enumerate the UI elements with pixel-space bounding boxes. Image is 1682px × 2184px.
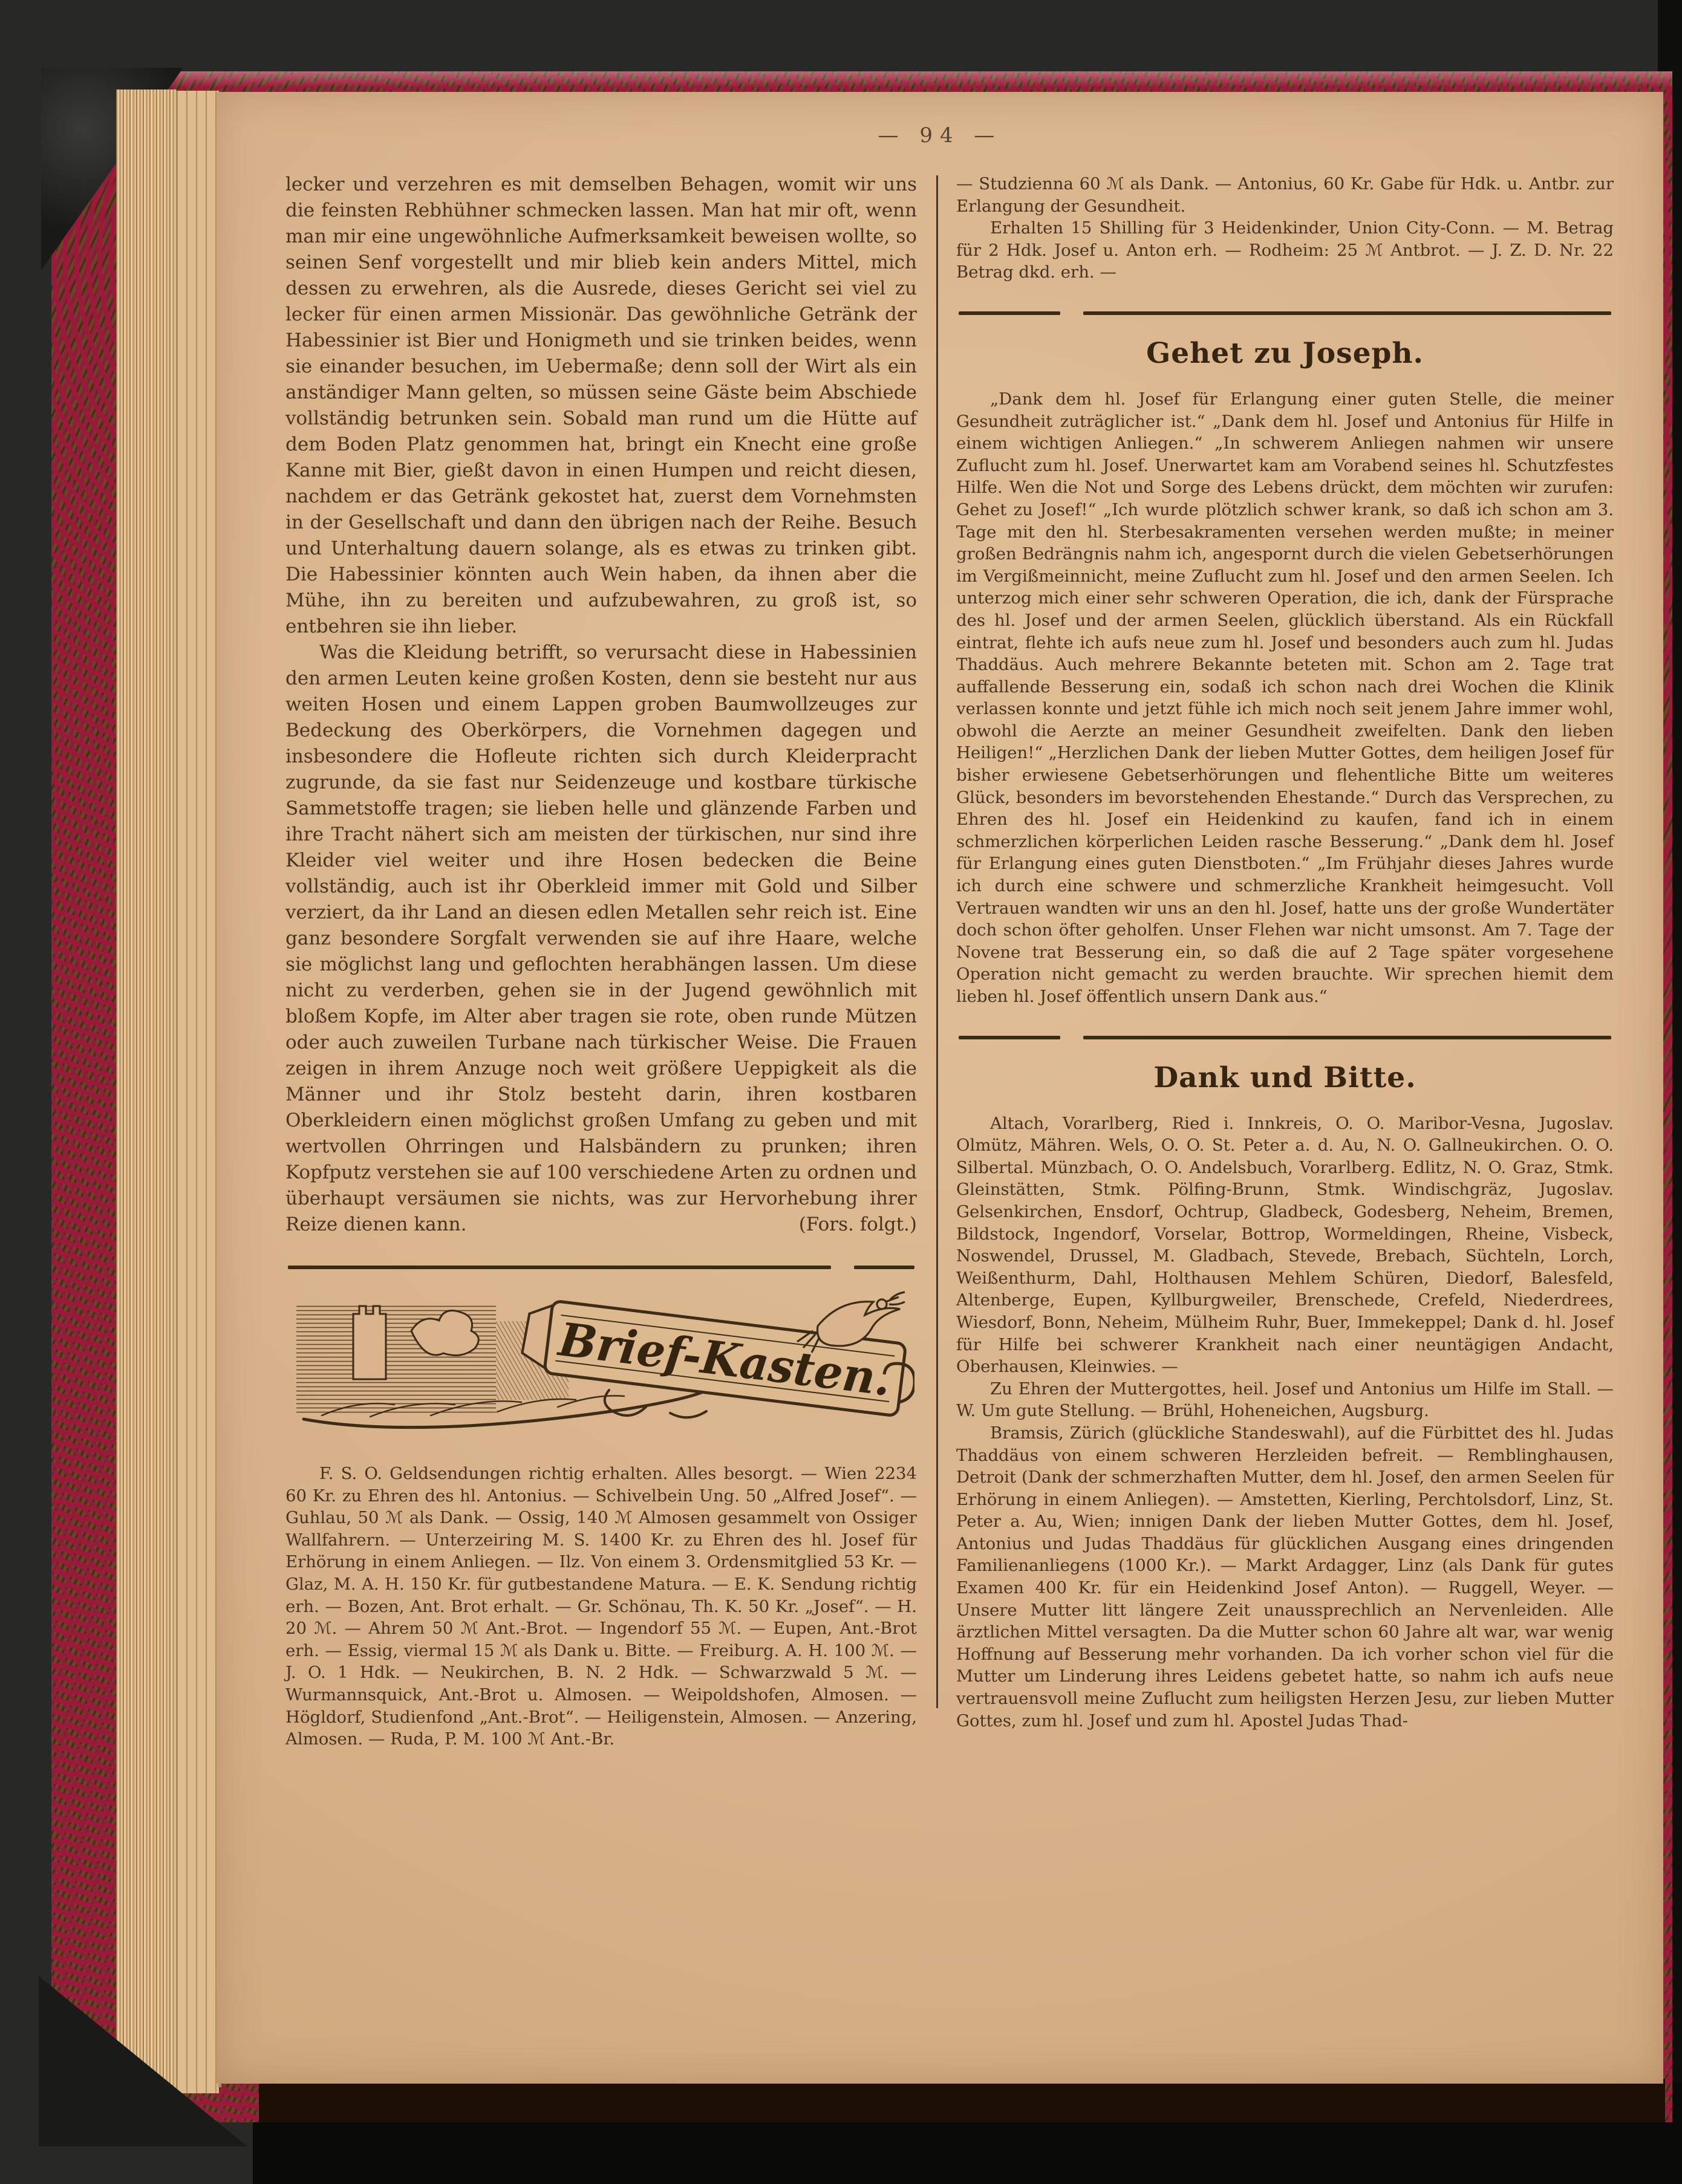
section-rule bbox=[959, 311, 1611, 315]
banner-title: Brief-Kasten. bbox=[556, 1312, 903, 1408]
page-number: — 94 — bbox=[878, 123, 1002, 148]
dank-und-bitte-paragraph-2: Zu Ehren der Muttergottes, heil. Josef und Antonius um Hilfe im Stall. — W. Um gute Stellung. — Brühl, Hoheneichen, Augsburg. bbox=[956, 1379, 1614, 1421]
gehet-zu-joseph-body: „Dank dem hl. Josef für Erlangung einer guten Stelle, die meiner Gesundheit zuträglicher ist.“ „Dank dem hl. Josef und Antonius für Hilfe in einem wichtigen Anliegen.“ „In schwerem Anliegen nahmen wir unsere Zuflucht zum hl. Josef. Unerwartet kam am Vorabend seines hl. Schutzfestes Hilfe. Wen die Not und Sorge des Lebens drückt, dem möchten wir zurufen: Gehet zu Josef!“ „Ich wurde plötzlich schwer krank, so daß ich schon am 3. Tage mit den hl. Sterbesakramenten versehen werden mußte; in meiner großen Bedrängnis nahm ich, angespornt durch die vielen Gebetserhörungen im Vergißmeinnicht, meine Zuflucht zum hl. Josef und den armen Seelen. Ich unterzog mich einer sehr schweren Operation, die ich, dank der Fürsprache des hl. Josef und der armen Seelen, glücklich überstand. Als ein Rückfall eintrat, flehte ich aufs neue zum hl. Josef und besonders auch zum hl. Judas Thaddäus. Auch mehrere Bekannte beteten mit. Schon am 2. Tage trat auffallende Besserung ein, sodaß ich schon nach drei Wochen die Klinik verlassen konnte und jetzt fühle ich mich noch seit jenem Jahre immer wohl, obwohl die Aerzte an meiner Gesundheit zweifelten. Dank den lieben Heiligen!“ „Herzlichen Dank der lieben Mutter Gottes, dem heiligen Josef für bisher erwiesene Gebetserhörungen und flehentliche Bitte um weiteres Glück, besonders im bevorstehenden Ehestande.“ Durch das Versprechen, zu Ehren des hl. Josef ein Heidenkind zu kaufen, fand ich in einem schmerzlichen körperlichen Leiden rasche Besserung.“ „Dank dem hl. Josef für Erlangung eines guten Dienstboten.“ „Im Frühjahr dieses Jahres wurde ich durch eine schwere und schmerzliche Krankheit heimgesucht. Voll Vertrauen wandten wir uns an den hl. Josef, hatte uns der große Wundertäter doch schon öfter geholfen. Unser Flehen war nicht umsonst. Am 7. Tage der Novene trat Besserung ein, so daß die auf 2 Tage später vorgesehene Operation nicht gemacht zu werden brauchte. Wir sprechen hiemit dem lieben hl. Josef öffentlich unsern Dank aus.“ bbox=[956, 389, 1614, 1006]
article-paragraph-1: lecker und verzehren es mit demselben Behagen, womit wir uns die feinsten Rebhühner schmecken lassen. Man hat mir oft, wenn man mir eine ungewöhnliche Aufmerksamkeit beweisen wollte, so seinen Senf vorgestellt und mir blieb kein anders Mittel, mich dessen zu erwehren, als die Ausrede, dieses Gericht sei viel zu lecker für einen armen Missionär. Das gewöhnliche Getränk der Habessinier ist Bier und Honigmeth und sie trinken beides, wenn sie einander besuchen, im Uebermaße; denn soll der Wirt als ein anständiger Mann gelten, so müssen seine Gäste beim Abschiede vollständig betrunken sein. Sobald man rund um die Hütte auf dem Boden Platz genommen hat, bringt ein Knecht eine große Kanne mit Bier, gießt davon in einen Humpen und reicht diesen, nachdem er das Getränk gekostet hat, zuerst dem Vornehmsten in der Gesellschaft und dann den übrigen nach der Reihe. Besuch und Unterhaltung dauern solange, als es etwas zu trinken gibt. Die Habessinier könnten auch Wein haben, da ihnen aber die Mühe, ihn zu bereiten und aufzubewahren, zu groß ist, so entbehren sie ihn lieber. bbox=[285, 174, 917, 637]
section-heading-dank-und-bitte: Dank und Bitte. bbox=[1153, 1061, 1416, 1094]
section-rule bbox=[288, 1266, 914, 1269]
rule-segment bbox=[854, 1266, 914, 1269]
rule-segment bbox=[959, 1036, 1060, 1039]
rule-segment bbox=[1083, 311, 1611, 315]
rule-segment bbox=[1083, 1036, 1611, 1039]
dank-und-bitte-paragraph-3: Bramsis, Zürich (glückliche Standeswahl), auf die Fürbittet des hl. Judas Thaddäus von einem schweren Herzleiden befreit. — Remblinghausen, Detroit (Dank der schmerzhaften Mutter, dem hl. Josef, den armen Seelen für Erhörung in einem Anliegen). — Amstetten, Kierling, Perchtolsdorf, Linz, St. Peter a. Au, Wien; innigen Dank der lieben Mutter Gottes, dem hl. Josef, Antonius und Judas Thaddäus für glücklichen Ausgang eines dringenden Familienanliegens (1000 Kr.). — Markt Ardagger, Linz (als Dank für gutes Examen 400 Kr. für ein Heidenkind Josef Anton). — Ruggell, Weyer. — Unsere Mutter litt längere Zeit unaussprechlich an Nervenleiden. Alle ärztlichen Mittel versagten. Da die Mutter schon 60 Jahre alt war, war wenig Hoffnung auf Besserung mehr vorhanden. Da ich vorher schon viel für die Mutter um Linderung ihres Leidens gebetet hatte, so nahm ich aufs neue vertrauensvoll meine Zuflucht zum heiligsten Herzen Jesu, zur lieben Mutter Gottes, zum hl. Josef und zum hl. Apostel Judas Thad- bbox=[956, 1423, 1614, 1731]
page-stack-edge-outer bbox=[177, 91, 219, 2093]
continuation-note: (Fors. folgt.) bbox=[798, 1214, 917, 1235]
article-paragraph-2 bbox=[285, 640, 917, 1238]
briefkasten-replies-erhalten: Erhalten 15 Shilling für 3 Heidenkinder, Union City-Conn. — M. Betrag für 2 Hdk. Josef u. Anton erh. — Rodheim: 25 ℳ Antbrot. — J. Z. D. Nr. 22 Betrag dkd. erh. — bbox=[956, 218, 1614, 282]
page-surface bbox=[217, 92, 1663, 2084]
tower-illustration bbox=[353, 1306, 386, 1379]
left-column bbox=[285, 172, 917, 1750]
dank-und-bitte-paragraph-1: Altach, Vorarlberg, Ried i. Innkreis, O. O. Maribor-Vesna, Jugoslav. Olmütz, Mähren. Wels, O. O. St. Peter a. d. Au, N. O. Gallneukirchen. O. O. Silbertal. Münzbach, O. O. Andelsbuch, Vorarlberg. Edlitz, N. O. Graz, Stmk. Gleinstätten, Stmk. Pölfing-Brunn, Stmk. Windischgräz, Jugoslav. Gelsenkirchen, Ensdorf, Ochtrup, Gladbeck, Godesberg, Neheim, Bremen, Bildstock, Ingendorf, Vorselar, Bottrop, Wormeldingen, Rheine, Visbeck, Noswendel, Drussel, M. Gladbach, Stevede, Brebach, Süchteln, Lorch, Weißenthurm, Dahl, Holthausen Mehlem Schüren, Diedorf, Balesfeld, Altenberge, Eupen, Kyllburgweiler, Brenschede, Crefeld, Niederdrees, Wiesdorf, Bonn, Neheim, Mülheim Ruhr, Buer, Immekeppel; Dank d. hl. Josef für Hilfe bei schwerer Krankheit nach einer neuntägigen Andacht, Oberhausen, Kleinwies. — bbox=[956, 1113, 1614, 1377]
page-stack-edge bbox=[116, 89, 177, 2094]
right-column bbox=[956, 172, 1614, 1750]
section-heading-gehet-zu-joseph: Gehet zu Joseph. bbox=[1146, 336, 1424, 370]
briefkasten-replies-left: F. S. O. Geldsendungen richtig erhalten. Alles besorgt. — Wien 2234 60 Kr. zu Ehren des hl. Antonius. — Schivelbein Ung. 50 „Alfred Josef“. — Guhlau, 50 ℳ als Dank. — Ossig, 140 ℳ Almosen gesammelt von Ossiger Wallfahrern. — Unterzeiring M. S. 1400 Kr. zu Ehren des hl. Josef für Erhörung in einem Anliegen. — Ilz. Von einem 3. Ordensmitglied 53 Kr. — Glaz, M. A. H. 150 Kr. für gutbestandene Matura. — E. K. Sendung richtig erh. — Bozen, Ant. Brot erhalt. — Gr. Schönau, Th. K. 50 Kr. „Josef“. — H. 20 ℳ. — Ahrem 50 ℳ Ant.-Brot. — Ingendorf 55 ℳ. — Eupen, Ant.-Brot erh. — Essig, viermal 15 ℳ als Dank u. Bitte. — Freiburg. A. H. 100 ℳ. — J. O. 1 Hdk. — Neukirchen, B. N. 2 Hdk. — Schwarzwald 5 ℳ. — Wurmannsquick, Ant.-Brot u. Almosen. — Weipoldshofen, Almosen. — Högldorf, Studienfond „Ant.-Brot“. — Heiligenstein, Almosen. — Anzering, Almosen. — Ruda, P. M. 100 ℳ Ant.-Br. bbox=[285, 1464, 917, 1749]
briefkasten-replies-continued: — Studzienna 60 ℳ als Dank. — Antonius, 60 Kr. Gabe für Hdk. u. Antbr. zur Erlangung der Gesundheit. bbox=[956, 174, 1614, 216]
briefkasten-banner bbox=[285, 1287, 914, 1440]
rule-segment bbox=[288, 1266, 831, 1269]
section-rule bbox=[959, 1036, 1611, 1039]
bottom-edge-shadow bbox=[259, 2079, 1665, 2122]
rule-segment bbox=[959, 311, 1060, 315]
article-paragraph-2-text: Was die Kleidung betrifft, so verursacht diese in Habessinien den armen Leuten keine großen Kosten, denn sie besteht nur aus weiten Hosen und einem Lappen groben Baumwollzeuges zur Bedeckung des Oberkörpers, die Vornehmen dagegen und insbesondere die Hofleute richten sich durch Kleiderpracht zugrunde, da sie fast nur Seidenzeuge und kostbare türkische Sammetstoffe tragen; sie lieben helle und glänzende Farben und ihre Tracht nähert sich am meisten der türkischen, nur sind ihre Kleider viel weiter und ihre Hosen bedecken die Beine vollständig, auch ist ihr Oberkleid immer mit Gold und Silber verziert, da ihr Land an diesen edlen Metallen sehr reich ist. Eine ganz besondere Sorgfalt verwenden sie auf ihre Haare, welche sie möglichst lang und geflochten herabhängen lassen. Um diese nicht zu verderben, gehen sie in der Jugend gewöhnlich mit bloßem Kopfe, im Alter aber tragen sie rote, oben runde Mützen oder auch zuweilen Turbane nach türkischer Weise. Die Frauen zeigen in ihrem Anzuge noch weit größere Ueppigkeit als die Männer und ihr Stolz besteht darin, ihren kostbaren Oberkleidern einen möglichst großen Umfang zu geben und mit wertvollen Ohrringen und Halsbändern zu prunken; ihren Kopfputz verstehen sie auf 100 verschiedene Arten zu ordnen und überhaupt versäumen sie nichts, was zur Hervorhebung ihrer Reize dienen kann. bbox=[285, 642, 917, 1235]
two-column-layout bbox=[217, 148, 1663, 1750]
column-divider bbox=[936, 175, 938, 1708]
